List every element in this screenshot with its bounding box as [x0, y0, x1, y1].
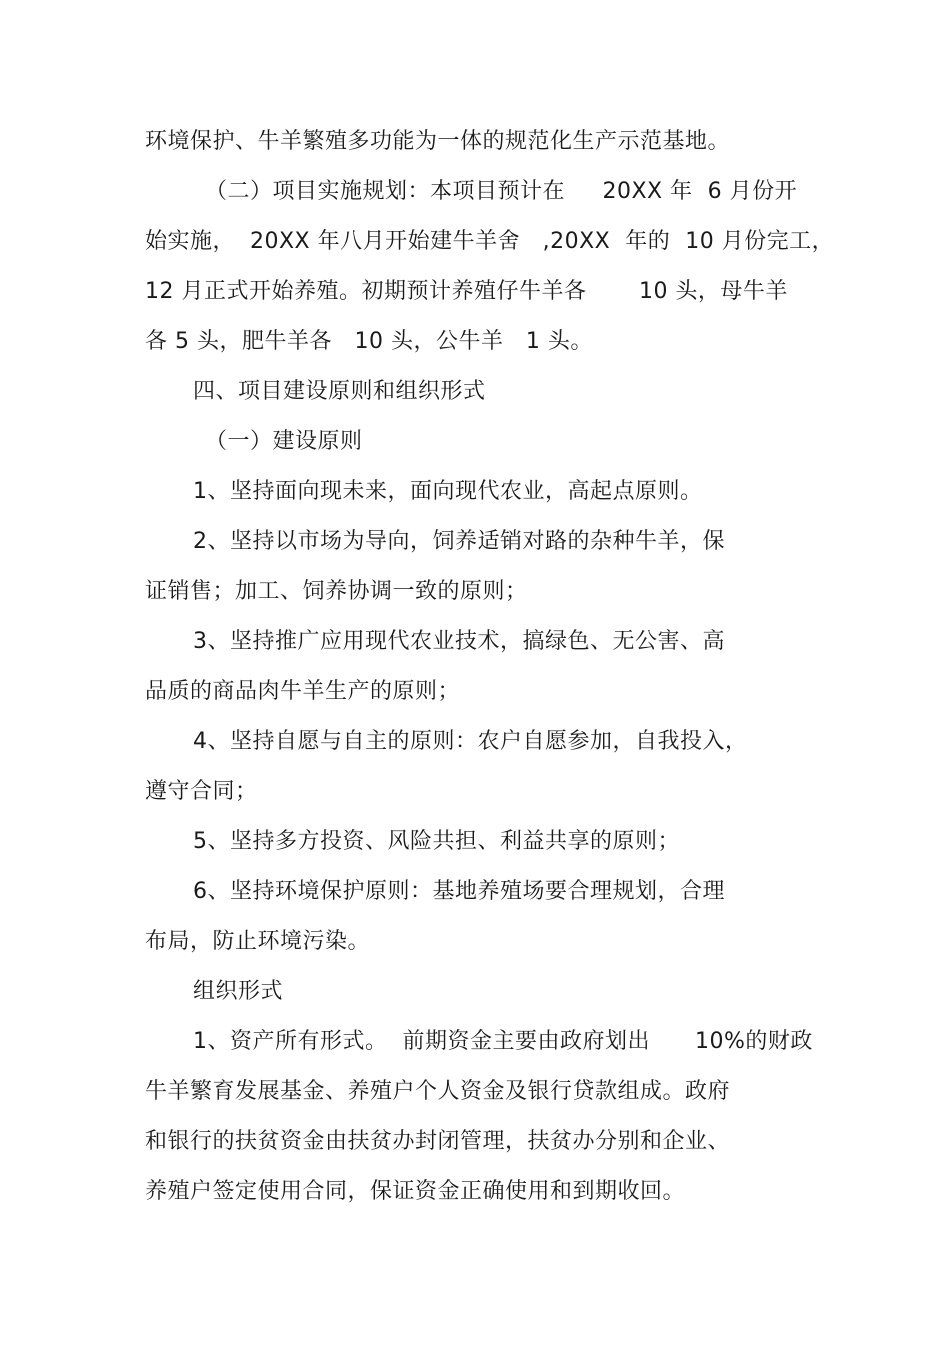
body-text-line: 布局，防止环境污染。	[145, 929, 371, 954]
section-heading: 组织形式	[193, 979, 284, 1004]
list-item: 2、坚持以市场为导向，饲养适销对路的杂种牛羊，保	[193, 529, 725, 554]
body-text-line: 始实施， 20XX 年八月开始建牛羊舍 ,20XX 年的 10 月份完工，	[145, 229, 835, 254]
body-text-line: 品质的商品肉牛羊生产的原则；	[145, 679, 461, 704]
section-heading: （二）项目实施规划：本项目预计在 20XX 年 6 月份开	[205, 179, 798, 204]
body-text-line: 各 5 头，肥牛羊各 10 头，公牛羊 1 头。	[145, 329, 593, 354]
list-item: 6、坚持环境保护原则：基地养殖场要合理规划，合理	[193, 879, 725, 904]
body-text-line: 养殖户签定使用合同，保证资金正确使用和到期收回。	[145, 1179, 686, 1204]
body-text-line: 环境保护、牛羊繁殖多功能为一体的规范化生产示范基地。	[145, 129, 731, 154]
section-heading: 四、项目建设原则和组织形式	[193, 379, 486, 404]
body-text-line: 遵守合同；	[145, 779, 258, 804]
list-item: 4、坚持自愿与自主的原则：农户自愿参加，自我投入，	[193, 729, 748, 754]
subsection-heading: （一）建设原则	[205, 429, 363, 454]
list-item: 1、资产所有形式。 前期资金主要由政府划出 10%的财政	[193, 1029, 813, 1054]
body-text-line: 牛羊繁育发展基金、养殖户个人资金及银行贷款组成。政府	[145, 1079, 731, 1104]
body-text-line: 12 月正式开始养殖。初期预计养殖仔牛羊各 10 头，母牛羊	[145, 279, 788, 304]
body-text-line: 和银行的扶贫资金由扶贫办封闭管理，扶贫办分别和企业、	[145, 1129, 731, 1154]
list-item: 1、坚持面向现未来，面向现代农业，高起点原则。	[193, 479, 703, 504]
list-item: 5、坚持多方投资、风险共担、利益共享的原则；	[193, 829, 680, 854]
list-item: 3、坚持推广应用现代农业技术，搞绿色、无公害、高	[193, 629, 725, 654]
body-text-line: 证销售；加工、饲养协调一致的原则；	[145, 579, 528, 604]
